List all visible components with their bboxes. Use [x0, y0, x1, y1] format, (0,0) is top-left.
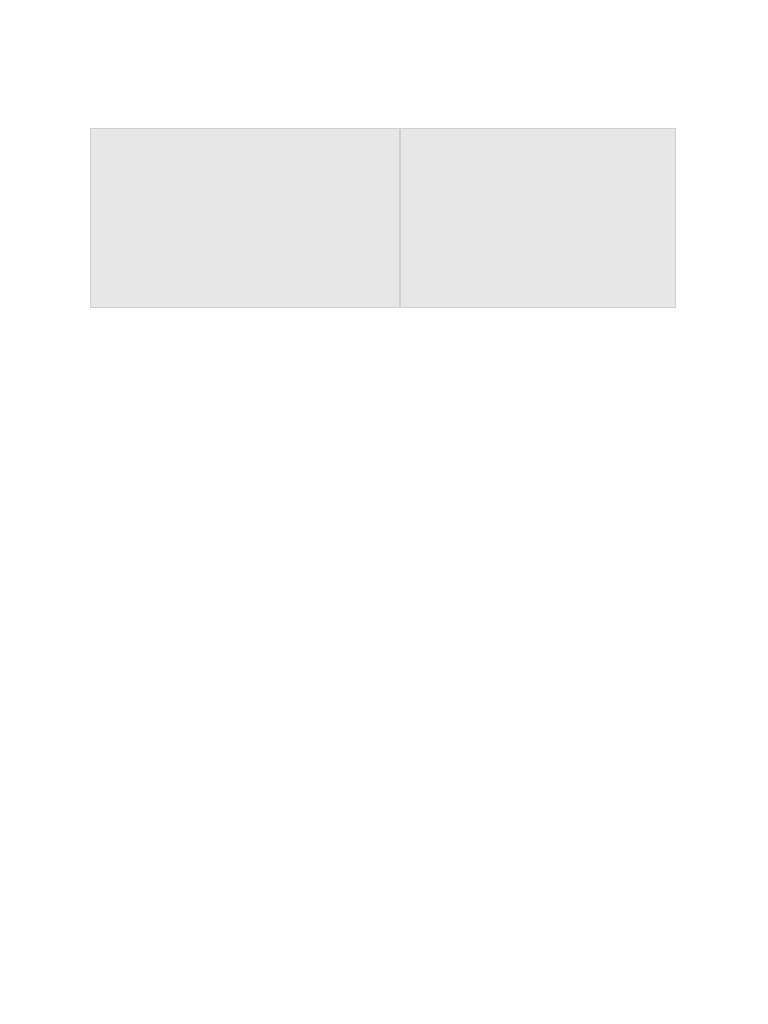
image-row [90, 128, 676, 308]
left-image-placeholder [90, 128, 400, 308]
right-image-placeholder [400, 128, 676, 308]
bottom-spacer [92, 328, 676, 330]
document-content [92, 114, 676, 330]
